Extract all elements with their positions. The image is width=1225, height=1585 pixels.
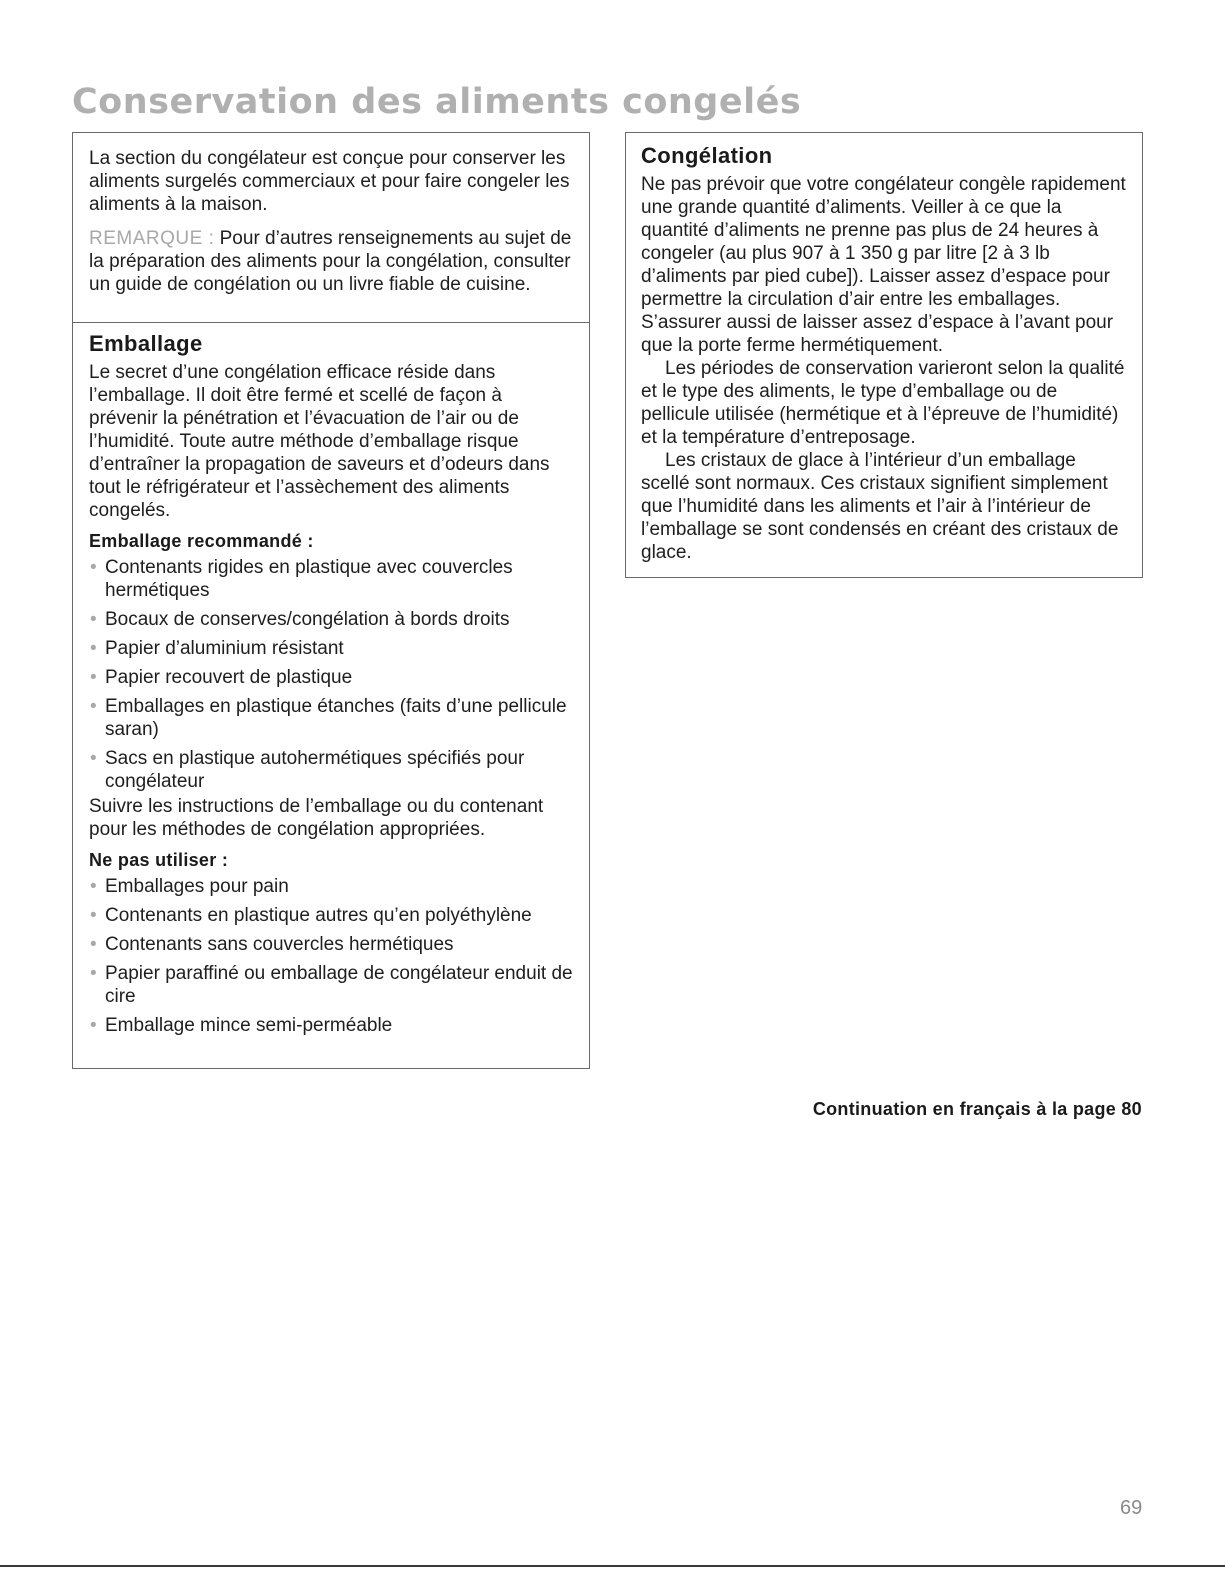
list-item — [89, 666, 573, 689]
list-item-text: Contenants en plastique autres qu’en polyéthylène — [105, 905, 532, 926]
list-item — [89, 556, 573, 602]
bullet-icon: • — [90, 609, 97, 630]
list-item — [89, 904, 573, 927]
list-item-text: Papier recouvert de plastique — [105, 667, 353, 688]
bullet-icon: • — [90, 963, 97, 984]
remark-paragraph — [89, 227, 573, 296]
recommended-heading: Emballage recommandé : — [89, 531, 314, 551]
intro-paragraph: La section du congélateur est conçue pour conserver les aliments surgelés commerciaux et pour faire congeler les aliments à la maison. — [89, 148, 570, 215]
emballage-box — [72, 322, 590, 1069]
congelation-paragraph-1: Ne pas prévoir que votre congélateur congèle rapidement une grande quantité d’aliments. Veiller à ce que la quantité d’aliments ne prenne pas plus de 24 heures à congeler (au plus 907 à 1 350 g par litre [2 à 3 lb d’aliments par pied cube]). Laisser assez d’espace pour permettre la circulation d’air entre les emballages. S’assurer aussi de laisser assez d’espace à l’avant pour que la porte ferme hermétiquement. — [641, 174, 1126, 356]
list-item-text: Papier d’aluminium résistant — [105, 638, 344, 659]
bullet-icon: • — [90, 748, 97, 769]
bullet-icon: • — [90, 905, 97, 926]
congelation-box — [625, 132, 1143, 578]
bullet-icon: • — [90, 934, 97, 955]
bullet-icon: • — [90, 876, 97, 897]
list-item-text: Emballages en plastique étanches (faits d’une pellicule saran) — [105, 696, 567, 740]
list-item-text: Papier paraffiné ou emballage de congélateur enduit de cire — [105, 963, 573, 1007]
list-item-text: Sacs en plastique autohermétiques spécifiés pour congélateur — [105, 748, 525, 792]
list-item — [89, 1014, 573, 1037]
bullet-icon: • — [90, 638, 97, 659]
avoid-heading: Ne pas utiliser : — [89, 850, 229, 870]
bullet-icon: • — [90, 667, 97, 688]
list-item — [89, 875, 573, 898]
bottom-rule — [0, 1565, 1225, 1567]
list-item — [89, 695, 573, 741]
page-number: 69 — [1120, 1497, 1143, 1519]
congelation-paragraph-3: Les cristaux de glace à l’intérieur d’un emballage scellé sont normaux. Ces cristaux signifient simplement que l’humidité dans les aliments et l’air à l’intérieur de l’emballage se sont condensés en créant des cristaux de glace. — [641, 450, 1119, 563]
list-item-text: Contenants rigides en plastique avec couvercles hermétiques — [105, 557, 513, 601]
list-item — [89, 933, 573, 956]
list-item-text: Emballages pour pain — [105, 876, 289, 897]
congelation-paragraph-2: Les périodes de conservation varieront selon la qualité et le type des aliments, le type d’emballage ou de pellicule utilisée (hermétique et à l’épreuve de l’humidité) et la température d’entreposage. — [641, 358, 1125, 448]
continuation-note: Continuation en français à la page 80 — [812, 1099, 1142, 1119]
bullet-icon: • — [90, 1015, 97, 1036]
emballage-heading: Emballage — [89, 331, 203, 356]
emballage-paragraph: Le secret d’une congélation efficace réside dans l’emballage. Il doit être fermé et scellé de façon à prévenir la pénétration et l’évacuation de l’air ou de l’humidité. Toute autre méthode d’emballage risque d’entraîner la propagation de saveurs et d’odeurs dans tout le réfrigérateur et l’assèchement des aliments congelés. — [89, 362, 550, 521]
list-item — [89, 608, 573, 631]
intro-box — [72, 132, 590, 323]
recommended-list — [89, 556, 573, 793]
list-item-text: Emballage mince semi-perméable — [105, 1015, 393, 1036]
avoid-list — [89, 875, 573, 1037]
bullet-icon: • — [90, 696, 97, 717]
list-item — [89, 962, 573, 1008]
remark-text: Pour d’autres renseignements au sujet de la préparation des aliments pour la congélation, consulter un guide de congélation ou un livre fiable de cuisine. — [89, 228, 572, 295]
bullet-icon: • — [90, 557, 97, 578]
list-item — [89, 637, 573, 660]
list-item — [89, 747, 573, 793]
remark-label: REMARQUE : — [89, 228, 215, 249]
follow-instructions-text: Suivre les instructions de l’emballage ou du contenant pour les méthodes de congélation appropriées. — [89, 796, 544, 840]
page-title: Conservation des aliments congelés — [72, 82, 802, 122]
list-item-text: Contenants sans couvercles hermétiques — [105, 934, 454, 955]
congelation-heading: Congélation — [641, 143, 773, 168]
list-item-text: Bocaux de conserves/congélation à bords droits — [105, 609, 510, 630]
